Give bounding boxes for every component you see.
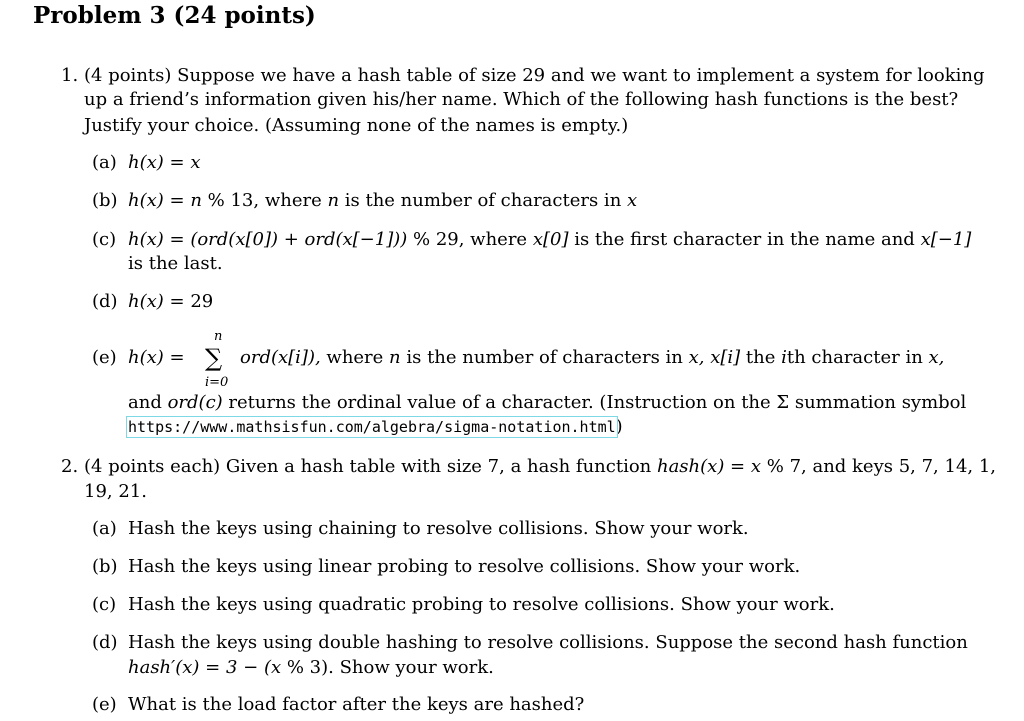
option-2a-text: Hash the keys using chaining to resolve collisions. Show your work. [128, 518, 749, 539]
option-1b-n: n [327, 190, 340, 211]
option-2a-label: (a) [92, 518, 117, 539]
option-2b-text: Hash the keys using linear probing to resolve collisions. Show your work. [128, 556, 801, 577]
option-1d-math: h(x) = [128, 291, 191, 312]
option-1c-rest2: is the first character in the name and [568, 229, 921, 250]
sigma-notation-link[interactable]: https://www.mathsisfun.com/algebra/sigma-notation.html [128, 418, 616, 436]
option-1e-line-2-rest: returns the ordinal value of a character. (Instruction on the Σ summation symbol [222, 392, 967, 413]
option-1e-ordc: ord(c) [167, 392, 223, 413]
question-2-number: 2. [61, 456, 79, 477]
option-1d-label: (d) [92, 291, 118, 312]
option-1c-x0: x[0] [532, 229, 569, 250]
option-1b-math: h(x) = n [128, 190, 202, 211]
option-2d-math: hash′(x) = 3 − (x [128, 657, 282, 678]
option-2c-label: (c) [92, 594, 117, 615]
option-1e-rest3: the [740, 347, 782, 368]
option-1e-rest2: is the number of characters in [400, 347, 689, 368]
option-1c-xm1: x[−1] [920, 229, 972, 250]
summation-symbol [203, 329, 237, 391]
option-1c-rest: % 29, where [407, 229, 533, 250]
option-1b-x: x [627, 190, 638, 211]
option-1b-label: (b) [92, 190, 118, 211]
option-2b-label: (b) [92, 556, 118, 577]
option-1e-term: ord(x[i]), [240, 347, 321, 368]
question-2-text-b: % 7, and keys 5, 7, 14, 1, [761, 456, 997, 477]
option-2d-text-line-2 [128, 657, 494, 679]
option-1e-close-paren: ) [615, 416, 623, 437]
summation-upper-limit: n [214, 329, 223, 344]
question-1-number: 1. [61, 65, 79, 86]
option-1a-math: h(x) = x [128, 152, 201, 173]
option-2e-label: (e) [92, 694, 117, 715]
option-1e-x: x, [688, 347, 705, 368]
option-1b-rest2: is the number of characters in [339, 190, 628, 211]
option-1e-line-3 [128, 416, 623, 438]
option-1d-value: 29 [190, 291, 214, 312]
option-2d-rest: % 3). Show your work. [281, 657, 494, 678]
option-2d-label: (d) [92, 632, 118, 653]
option-1b-text [128, 190, 637, 212]
question-1-text-line-1: (4 points) Suppose we have a hash table of size 29 and we want to implement a system for looking [84, 65, 985, 86]
question-2-text-line-2: 19, 21. [84, 481, 147, 502]
option-1c-label: (c) [92, 229, 117, 250]
option-1e-n: n [389, 347, 401, 368]
summation-lower-limit: i=0 [205, 375, 229, 390]
option-1e-x2: x, [928, 347, 945, 368]
option-1c-math: h(x) = (ord(x[0]) + ord(x[−1])) [128, 229, 408, 250]
question-1-text-line-3: Justify your choice. (Assuming none of the names is empty.) [84, 115, 629, 136]
option-1e-i: i [781, 347, 787, 368]
option-1b-rest: % 13, where [201, 190, 328, 211]
option-1e-line-2 [128, 392, 966, 414]
option-1a-label: (a) [92, 152, 117, 173]
option-1e-text [240, 347, 944, 369]
option-1e-and: and [128, 392, 168, 413]
option-1d-text [128, 291, 213, 313]
option-1a-text [128, 152, 200, 174]
option-1e-xi: x[i] [710, 347, 741, 368]
option-1e-rest4: th character in [786, 347, 929, 368]
option-1e-rest: where [320, 347, 390, 368]
question-1-text-line-2: up a friend’s information given his/her name. Which of the following hash functions is the best? [84, 89, 959, 110]
option-1e-label: (e) [92, 347, 117, 368]
option-2e-text: What is the load factor after the keys are hashed? [128, 694, 585, 715]
option-1c-text [128, 229, 971, 251]
question-2-text-line-1 [84, 456, 996, 478]
sigma-icon: ∑ [205, 344, 223, 372]
option-1c-line-2: is the last. [128, 253, 223, 274]
option-2d-text-line-1: Hash the keys using double hashing to resolve collisions. Suppose the second hash function [128, 632, 968, 653]
option-2c-text: Hash the keys using quadratic probing to resolve collisions. Show your work. [128, 594, 835, 615]
question-2-math: hash(x) = x [656, 456, 762, 477]
problem-title: Problem 3 (24 points) [33, 2, 316, 29]
option-1e-lhs: h(x) = [128, 347, 185, 368]
question-2-text-a: (4 points each) Given a hash table with size 7, a hash function [84, 456, 657, 477]
